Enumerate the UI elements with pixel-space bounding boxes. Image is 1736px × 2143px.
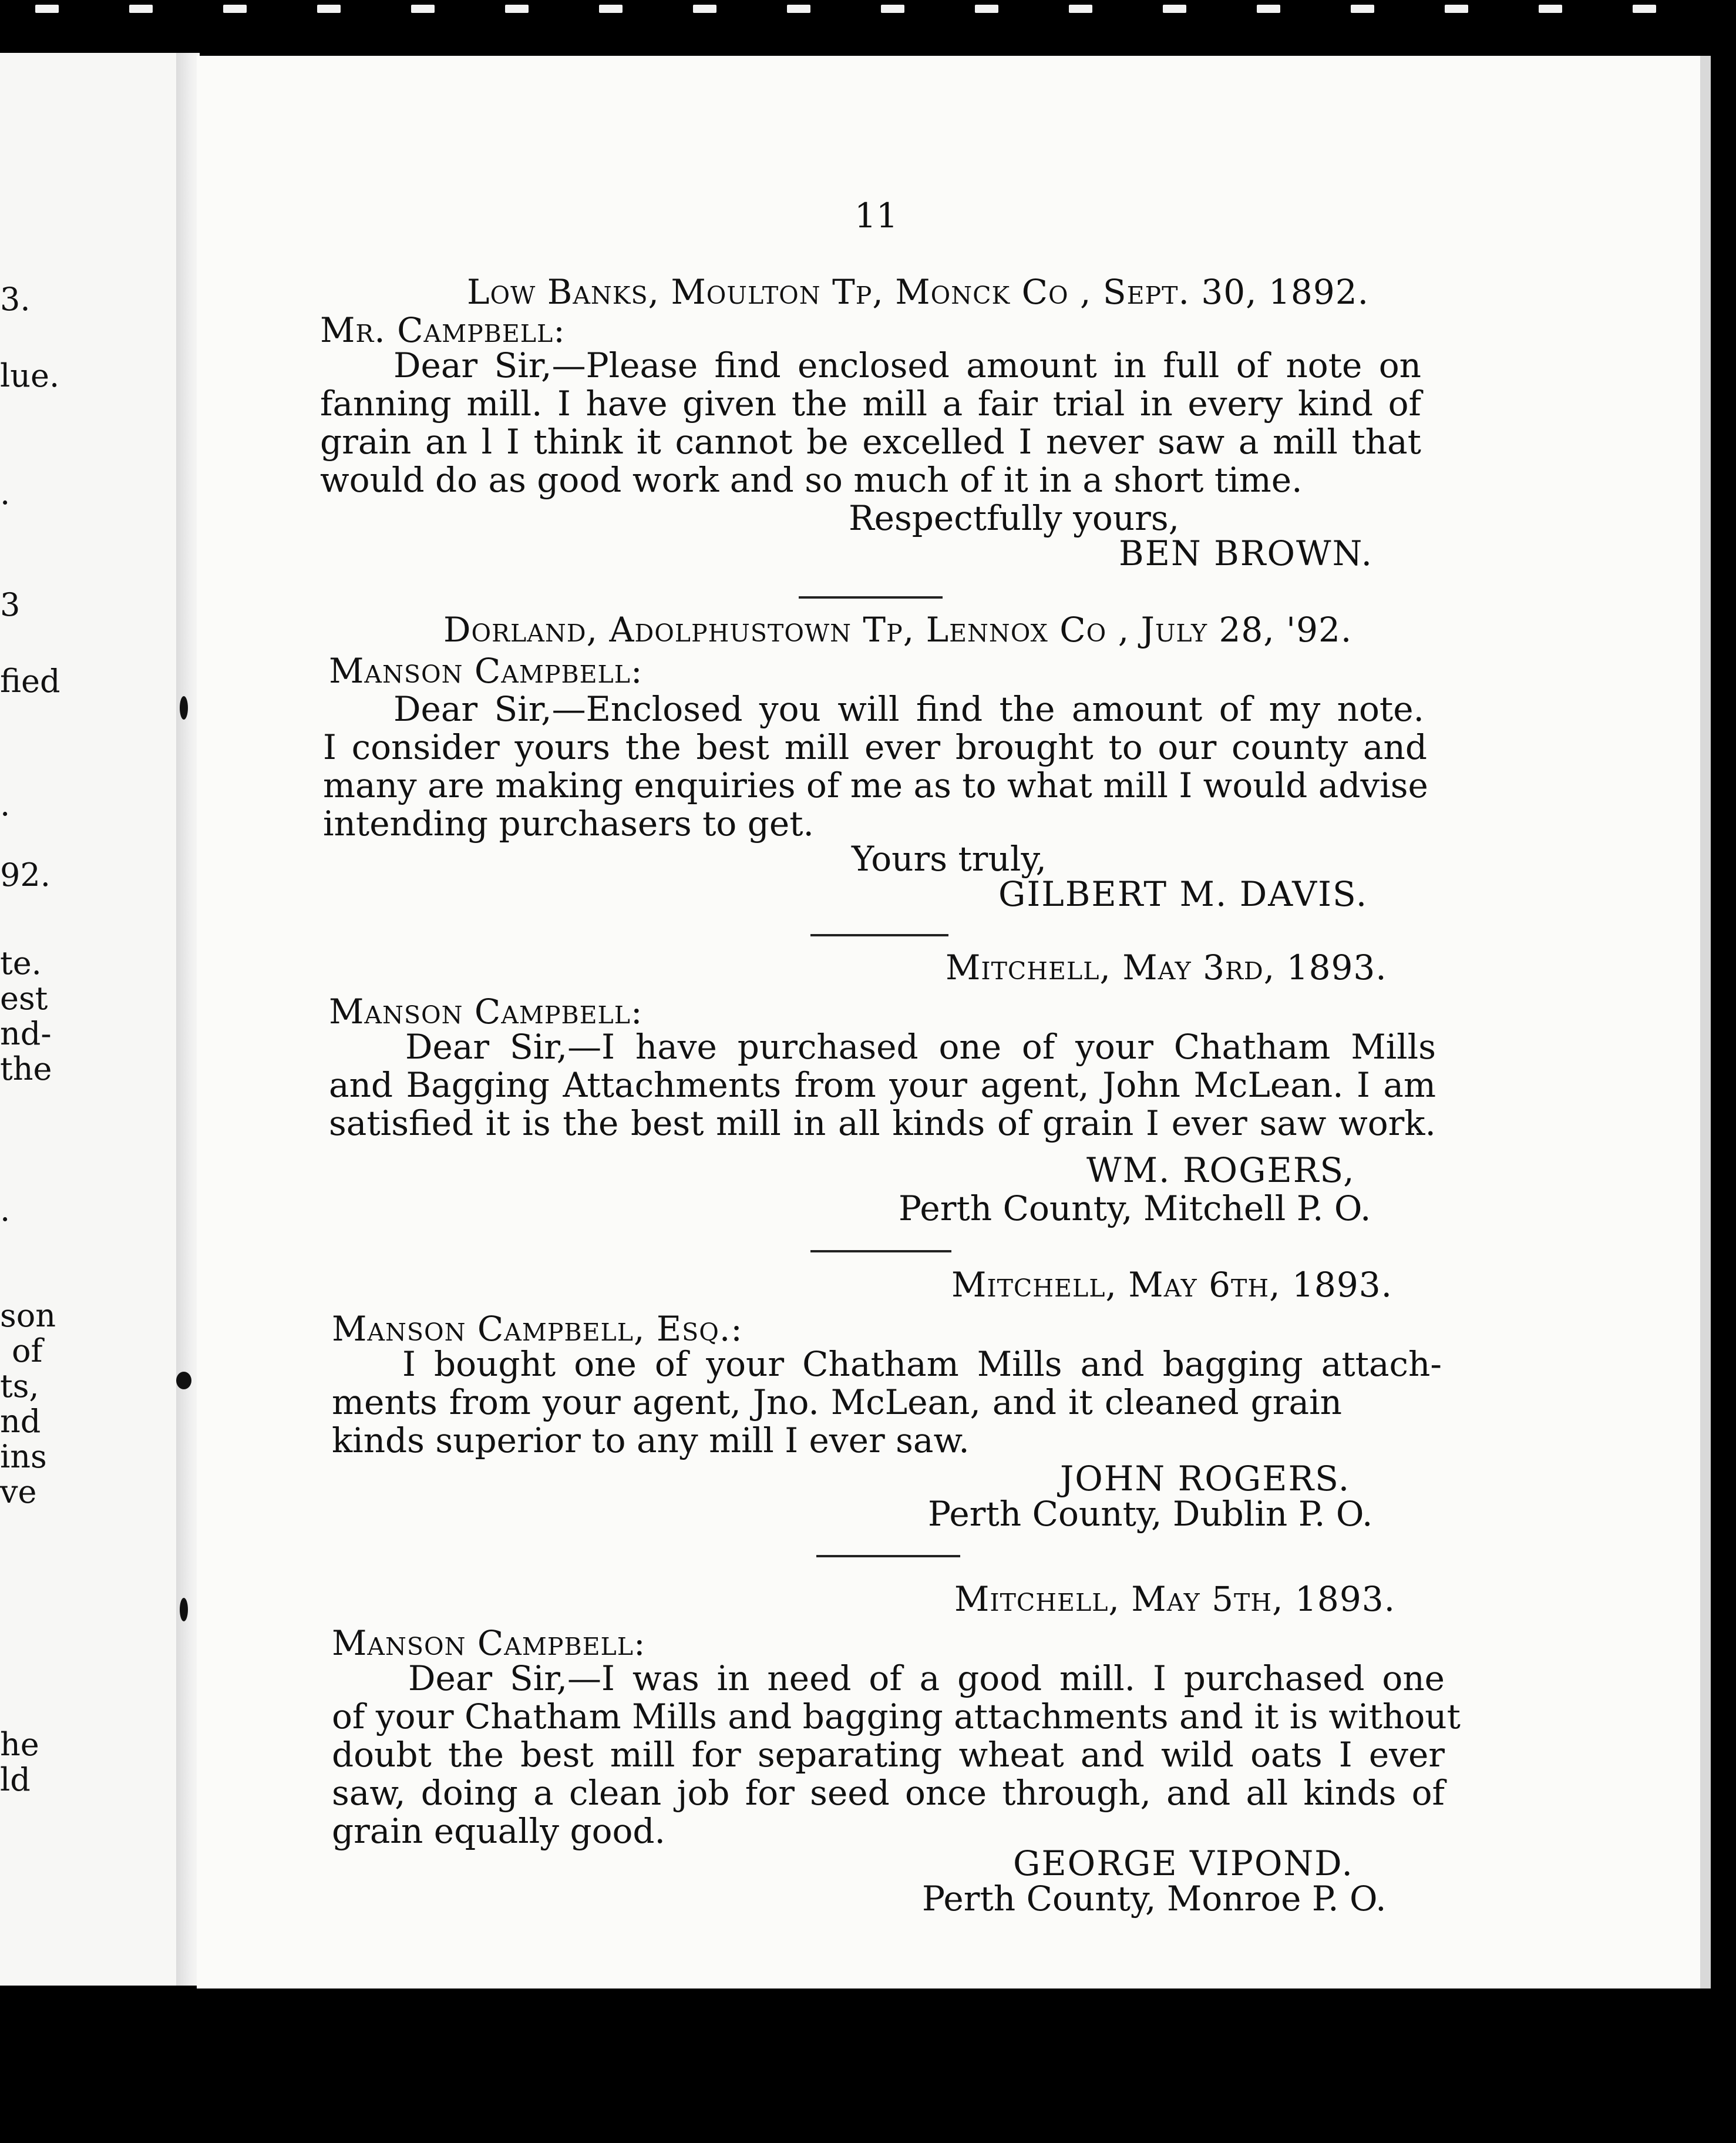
left-fragment-text: fied [0, 663, 60, 700]
separator-rule [810, 1250, 951, 1252]
left-fragment-text: . [0, 475, 11, 512]
letter-signature: BEN BROWN. [1119, 533, 1374, 573]
letter-address: Perth County, Dublin P. O. [928, 1494, 1373, 1534]
film-perforation [881, 5, 904, 13]
binding-hole [180, 1598, 188, 1621]
letter-dateline: Low Banks, Moulton Tp, Monck Co , Sept. 30, 1892. [467, 272, 1370, 312]
letter-signature: WM. ROGERS, [1086, 1150, 1355, 1190]
film-perforation [975, 5, 998, 13]
film-perforation [1069, 5, 1092, 13]
left-fragment-text: lue. [0, 357, 60, 394]
left-fragment-text: 3 [0, 586, 21, 623]
book-gutter [176, 53, 200, 1986]
letter-body-line: ments from your agent, Jno. McLean, and it cleaned grain [332, 1382, 1342, 1422]
binding-hole [180, 696, 188, 720]
film-perforation [1539, 5, 1562, 13]
left-fragment-text: . [0, 786, 11, 823]
letter-body-line: and Bagging Attachments from your agent, John McLean. I am [329, 1065, 1436, 1105]
letter-salutation: Manson Campbell: [329, 992, 643, 1032]
left-fragment-text: 3. [0, 281, 31, 318]
letter-dateline: Mitchell, May 6th, 1893. [951, 1265, 1393, 1305]
film-perforation [1257, 5, 1280, 13]
film-perforation [599, 5, 623, 13]
left-fragment-text: he [0, 1726, 39, 1763]
film-perforation [411, 5, 435, 13]
letter-body-line: I bought one of your Chatham Mills and bagging attach- [402, 1344, 1442, 1384]
film-perforation [1351, 5, 1374, 13]
film-perforation [693, 5, 716, 13]
letter-body-line: fanning mill. I have given the mill a fair trial in every kind of [320, 384, 1421, 424]
letter-salutation: Manson Campbell: [329, 651, 643, 691]
left-fragment-text: est [0, 980, 48, 1017]
left-fragment-text: nd [0, 1403, 41, 1440]
film-perforation [787, 5, 810, 13]
letter-body-line: Dear Sir,—I have purchased one of your Chatham Mills [405, 1027, 1436, 1067]
letter-dateline: Mitchell, May 5th, 1893. [954, 1579, 1396, 1619]
letter-signature: GILBERT M. DAVIS. [998, 874, 1368, 914]
letter-closing: Respectfully yours, [849, 498, 1180, 538]
film-perforation [505, 5, 529, 13]
letter-address: Perth County, Monroe P. O. [922, 1879, 1387, 1919]
left-fragment-text: ld [0, 1761, 31, 1798]
letter-dateline: Dorland, Adolphustown Tp, Lennox Co , July 28, '92. [443, 610, 1353, 650]
letter-salutation: Manson Campbell: [332, 1623, 646, 1663]
letter-body-line: I consider yours the best mill ever brought to our county and [323, 727, 1427, 767]
letter-salutation: Mr. Campbell: [320, 310, 566, 350]
film-perforation [129, 5, 153, 13]
letter-body-line: would do as good work and so much of it in a short time. [320, 460, 1303, 500]
letter-closing: Yours truly, [852, 839, 1047, 879]
separator-rule [810, 934, 948, 936]
binding-hole [176, 1372, 191, 1389]
page-edge [1700, 56, 1711, 1989]
letter-body-line: many are making enquiries of me as to what mill I would advise [323, 765, 1428, 805]
film-perforation [35, 5, 59, 13]
letter-body-line: Dear Sir,—Enclosed you will find the amount of my note. [393, 689, 1424, 729]
film-perforation [1163, 5, 1186, 13]
letter-body-line: saw, doing a clean job for seed once through, and all kinds of [332, 1773, 1445, 1813]
left-fragment-text: te. [0, 945, 42, 982]
letter-signature: JOHN ROGERS. [1060, 1459, 1351, 1499]
left-fragment-text: the [0, 1050, 52, 1087]
left-fragment-text: ins [0, 1438, 47, 1475]
left-fragment-text: . [0, 1191, 11, 1228]
letter-body-line: doubt the best mill for separating wheat and wild oats I ever [332, 1735, 1445, 1775]
letter-salutation: Manson Campbell, Esq.: [332, 1309, 743, 1349]
left-page-fragment [0, 53, 194, 1986]
letter-body-line: grain an l I think it cannot be excelled I never saw a mill that [320, 422, 1421, 462]
letter-body-line: kinds superior to any mill I ever saw. [332, 1420, 970, 1460]
left-fragment-text: nd- [0, 1015, 52, 1052]
left-fragment-text: of [12, 1332, 43, 1369]
letter-body-line: Dear Sir,—Please find enclosed amount in full of note on [393, 345, 1421, 385]
film-perforation [1633, 5, 1656, 13]
letter-address: Perth County, Mitchell P. O. [899, 1188, 1371, 1228]
letter-body-line: Dear Sir,—I was in need of a good mill. I purchased one [408, 1658, 1445, 1698]
letter-body-line: of your Chatham Mills and bagging attachments and it is without [332, 1697, 1461, 1736]
letter-body-line: grain equally good. [332, 1811, 665, 1851]
letter-body-line: intending purchasers to get. [323, 804, 814, 844]
letter-signature: GEORGE VIPOND. [1013, 1843, 1354, 1883]
left-fragment-text: son [0, 1297, 56, 1334]
separator-rule [816, 1555, 960, 1557]
film-perforation [223, 5, 247, 13]
film-perforation [1445, 5, 1468, 13]
left-fragment-text: ve [0, 1473, 37, 1510]
page-number: 11 [854, 196, 898, 236]
left-fragment-text: ts, [0, 1368, 39, 1405]
left-fragment-text: 92. [0, 856, 51, 894]
letter-dateline: Mitchell, May 3rd, 1893. [946, 948, 1387, 987]
letter-body-line: satisfied it is the best mill in all kinds of grain I ever saw work. [329, 1103, 1436, 1143]
separator-rule [799, 596, 943, 599]
film-perforation [317, 5, 341, 13]
